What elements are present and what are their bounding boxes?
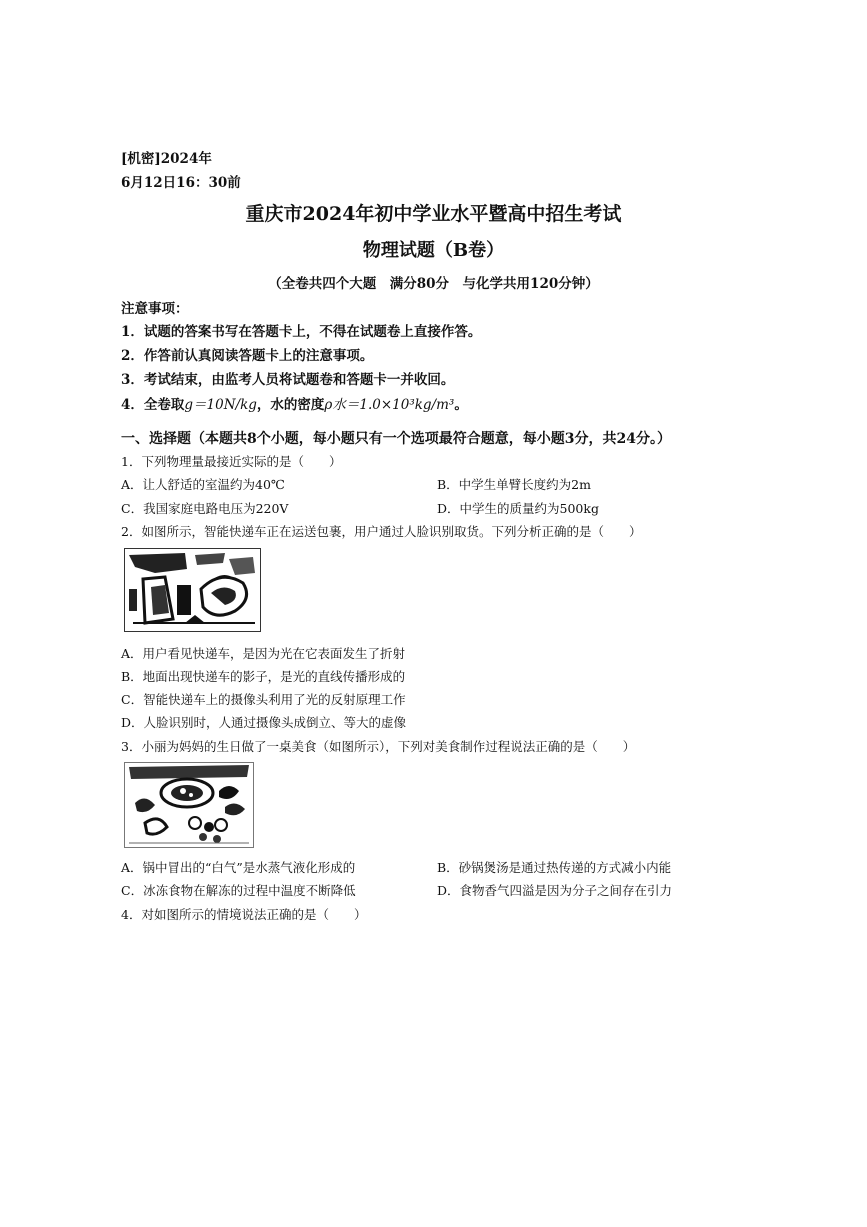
release-time: 6月12日16：30前 (121, 175, 241, 191)
question-4-stem: 4．对如图所示的情境说法正确的是（ ） (121, 907, 367, 922)
birthday-meal-figure (124, 762, 254, 848)
delivery-vehicle-image (125, 549, 260, 631)
water-density: ρ水＝1.0×10³kg/m³ (324, 397, 455, 413)
question-2-option-c: C．智能快递车上的摄像头利用了光的反射原理工作 (121, 692, 406, 707)
question-2-option-a: A．用户看见快递车，是因为光在它表面发生了折射 (121, 646, 406, 661)
question-2-option-b: B．地面出现快递车的影子，是光的直线传播形成的 (121, 669, 406, 684)
note-item-4-prefix: 4．全卷取 (121, 397, 185, 413)
note-item-4-mid: ，水的密度 (256, 397, 325, 413)
notes-heading: 注意事项： (121, 301, 189, 317)
section-1-heading: 一、选择题（本题共8个小题，每小题只有一个选项最符合题意，每小题3分，共24分。） (121, 431, 671, 447)
question-1-stem: 1．下列物理量最接近实际的是（ ） (121, 454, 342, 469)
question-2-option-d: D．人脸识别时，人通过摄像头成倒立、等大的虚像 (121, 715, 407, 730)
question-3-stem: 3．小丽为妈妈的生日做了一桌美食（如图所示），下列对美食制作过程说法正确的是（ ） (121, 739, 636, 754)
note-item-3: 3．考试结束，由监考人员将试题卷和答题卡一并收回。 (121, 372, 455, 388)
exam-subtitle: 物理试题（B卷） (362, 240, 505, 261)
question-1-option-d: D．中学生的质量约为500kg (437, 501, 599, 516)
question-3-option-a: A．锅中冒出的“白气”是水蒸气液化形成的 (121, 860, 356, 875)
question-1-option-b: B．中学生单臂长度约为2m (437, 477, 591, 492)
note-item-4 (121, 393, 468, 413)
question-3-option-d: D．食物香气四溢是因为分子之间存在引力 (437, 883, 673, 898)
gravity-constant: g＝10N/kg (184, 397, 257, 413)
question-1-option-a: A．让人舒适的室温约为40℃ (121, 477, 285, 492)
note-item-4-end: 。 (454, 397, 468, 413)
exam-info: （全卷共四个大题 满分80分 与化学共用120分钟） (268, 276, 599, 292)
confidential-label: [机密]2024年 (121, 151, 212, 167)
question-3-option-c: C．冰冻食物在解冻的过程中温度不断降低 (121, 883, 356, 898)
question-2-stem: 2．如图所示，智能快递车正在运送包裹，用户通过人脸识别取货。下列分析正确的是（ ） (121, 524, 642, 539)
note-item-2: 2．作答前认真阅读答题卡上的注意事项。 (121, 348, 374, 364)
delivery-vehicle-figure (124, 548, 261, 632)
note-item-1: 1．试题的答案书写在答题卡上，不得在试题卷上直接作答。 (121, 324, 482, 340)
birthday-meal-image (125, 763, 253, 847)
question-3-option-b: B．砂锅煲汤是通过热传递的方式减小内能 (437, 860, 672, 875)
exam-title: 重庆市2024年初中学业水平暨高中招生考试 (245, 203, 622, 225)
question-1-option-c: C．我国家庭电路电压为220V (121, 501, 289, 516)
